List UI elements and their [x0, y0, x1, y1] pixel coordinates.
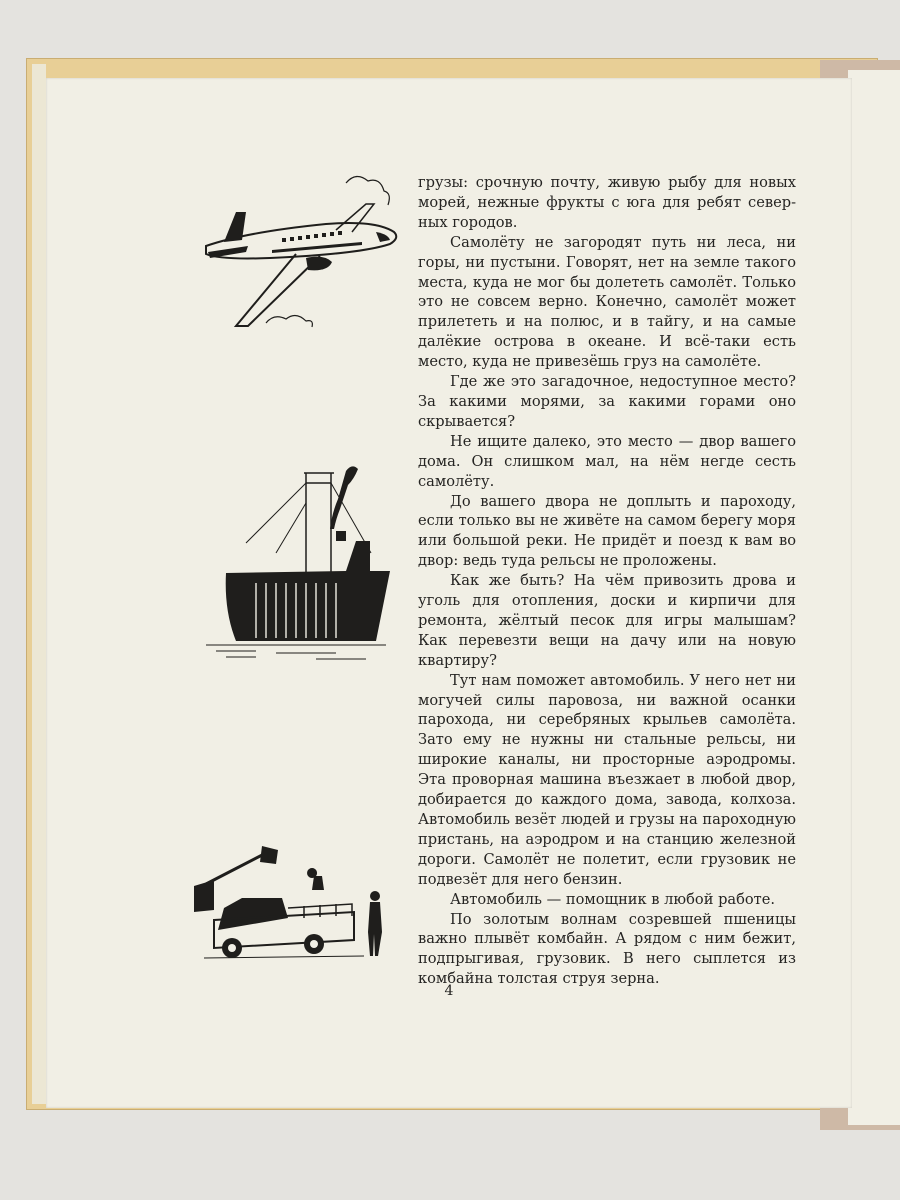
paragraph: Автомобиль — помощник в любой работе.: [450, 890, 776, 908]
paragraph: Где же это загадочное, недоступное место? За какими морями, за какими горами оно скрывается?: [418, 373, 796, 430]
truck-crane-illustration: [184, 836, 404, 966]
paragraph: Тут нам поможет автомобиль. У него нет ни могучей силы паровоза, ни важной осанки парохода, ни серебряных крыльев самолёта. Зато ему не нужны ни стальные рельсы, ни широкие каналы, ни просторные аэродромы. Эта проворная машина въезжает в любой двор, добирается до каждого дома, завода, колхоза. Автомобиль везёт людей и грузы на пароходную пристань, на аэродром и на станцию железной дороги. Самолёт не полетит, если грузовик не подвезёт для него бензин.: [418, 671, 796, 888]
paragraph: Как же быть? На чём привозить дрова и уголь для отопления, доски и кирпичи для ремонта, жёлтый песок для игры малышам? Как перевезти вещи на дачу или на новую квартиру?: [418, 572, 796, 669]
airplane-illustration: [186, 158, 426, 348]
paragraph: Самолёту не загородят путь ни леса, ни горы, ни пустыни. Говорят, нет на земле такого места, куда не мог бы долететь самолёт. Только это не совсем верно. Конечно, самолёт может прилететь и на полюс, и в тайгу, и на самые далёкие острова в океане. И всё-таки есть место, куда не привезёшь груз на самолёте.: [418, 233, 796, 371]
next-page-edge: [848, 70, 900, 1125]
paragraph: Не ищите далеко, это место — двор вашего дома. Он слишком мал, на нём негде сесть самолёту.: [418, 432, 796, 490]
book-page: [46, 78, 852, 1108]
body-text: [418, 173, 796, 989]
page-number: 4: [444, 983, 454, 999]
paragraph: По золотым волнам созревшей пшеницы важно плывёт комбайн. А рядом с ним бежит, подпрыгивая, грузовик. В него сыплется из комбайна толстая струя зерна.: [418, 910, 796, 988]
paragraph: грузы: срочную почту, живую рыбу для новых морей, нежные фрукты с юга для ребят северных городов.: [418, 174, 796, 231]
steamship-illustration: [196, 463, 396, 663]
page-stack-edge: [32, 64, 46, 1104]
paragraph: До вашего двора не доплыть и пароходу, если только вы не живёте на самом берегу моря или большой реки. Не придёт и поезд к вам во двор: ведь туда рельсы не проложены.: [418, 492, 796, 570]
